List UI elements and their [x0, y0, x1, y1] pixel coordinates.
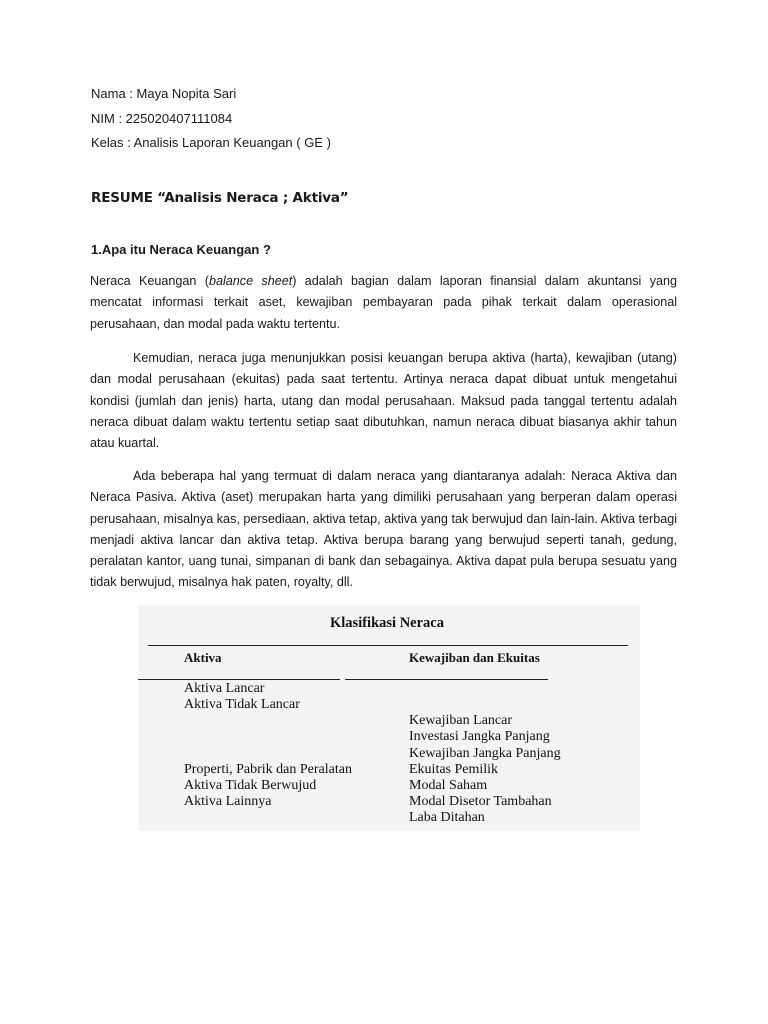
item-kewajiban-jangka-panjang: Kewajiban Jangka Panjang — [409, 746, 561, 761]
figure-left-rule — [138, 679, 340, 680]
balance-sheet-term: balance sheet — [208, 274, 293, 288]
paragraph-definition — [90, 271, 677, 335]
item-modal-saham: Modal Saham — [409, 778, 488, 793]
figure-right-rule — [345, 679, 548, 680]
item-properti-pabrik-peralatan: Properti, Pabrik dan Peralatan — [184, 762, 352, 777]
paragraph-definition-end: ) adalah bagian dalam laporan finansial dalam akuntansi yang mencatat informasi terkait aset, kewajiban pembayaran pada pihak terkait dalam operasional perusahaan, dan modal pada waktu tertentu. — [90, 274, 677, 331]
item-laba-ditahan: Laba Ditahan — [409, 810, 485, 825]
paragraph-aktiva: Ada beberapa hal yang termuat di dalam neraca yang diantaranya adalah: Neraca Aktiva dan Neraca Pasiva. Aktiva (aset) merupakan harta yang dimiliki perusahaan yang berperan dalam operasi perusahaan, misalnya kas, persediaan, aktiva tetap, aktiva yang tak berwujud dan lain-lain. Aktiva terbagi menjadi aktiva lancar dan aktiva tetap. Aktiva berupa barang yang berwujud seperti tanah, gedung, peralatan kantor, uang tunai, simpanan di bank dan sebagainya. Aktiva dapat pula berupa sesuatu yang tidak berwujud, misalnya hak paten, royalty, dll. — [90, 469, 677, 590]
item-kewajiban-lancar: Kewajiban Lancar — [409, 713, 512, 728]
student-name: Nama : Maya Nopita Sari — [91, 86, 237, 101]
item-modal-disetor-tambahan: Modal Disetor Tambahan — [409, 794, 552, 809]
paragraph-position: Kemudian, neraca juga menunjukkan posisi keuangan berupa aktiva (harta), kewajiban (utang) dan modal perusahaan (ekuitas) pada saat tertentu. Artinya neraca dapat dibuat untuk mengetahui kondisi (jumlah dan jenis) harta, utang dan modal perusahaan. Maksud pada tanggal tertentu adalah neraca dibuat dalam waktu tertentu setiap saat dibutuhkan, namun neraca dibuat biasanya akhir tahun atau kuartal. — [90, 351, 677, 451]
figure-top-rule — [148, 645, 628, 646]
resume-title: RESUME “Analisis Neraca ; Aktiva” — [91, 190, 349, 206]
column-header-aktiva: Aktiva — [184, 650, 222, 665]
section-heading: 1.Apa itu Neraca Keuangan ? — [91, 242, 271, 257]
item-aktiva-tidak-berwujud: Aktiva Tidak Berwujud — [184, 778, 317, 793]
item-aktiva-lancar: Aktiva Lancar — [184, 681, 265, 696]
item-ekuitas-pemilik: Ekuitas Pemilik — [409, 762, 499, 777]
item-aktiva-tidak-lancar: Aktiva Tidak Lancar — [184, 697, 300, 712]
classification-figure — [138, 605, 640, 831]
item-investasi-jangka-panjang: Investasi Jangka Panjang — [409, 729, 550, 744]
item-aktiva-lainnya: Aktiva Lainnya — [184, 794, 272, 809]
paragraph-definition-start: Neraca Keuangan ( — [90, 274, 209, 288]
figure-title: Klasifikasi Neraca — [330, 615, 444, 631]
student-nim: NIM : 225020407111084 — [91, 111, 233, 126]
class-name: Kelas : Analisis Laporan Keuangan ( GE ) — [91, 135, 331, 150]
column-header-kewajiban-ekuitas: Kewajiban dan Ekuitas — [409, 650, 540, 665]
